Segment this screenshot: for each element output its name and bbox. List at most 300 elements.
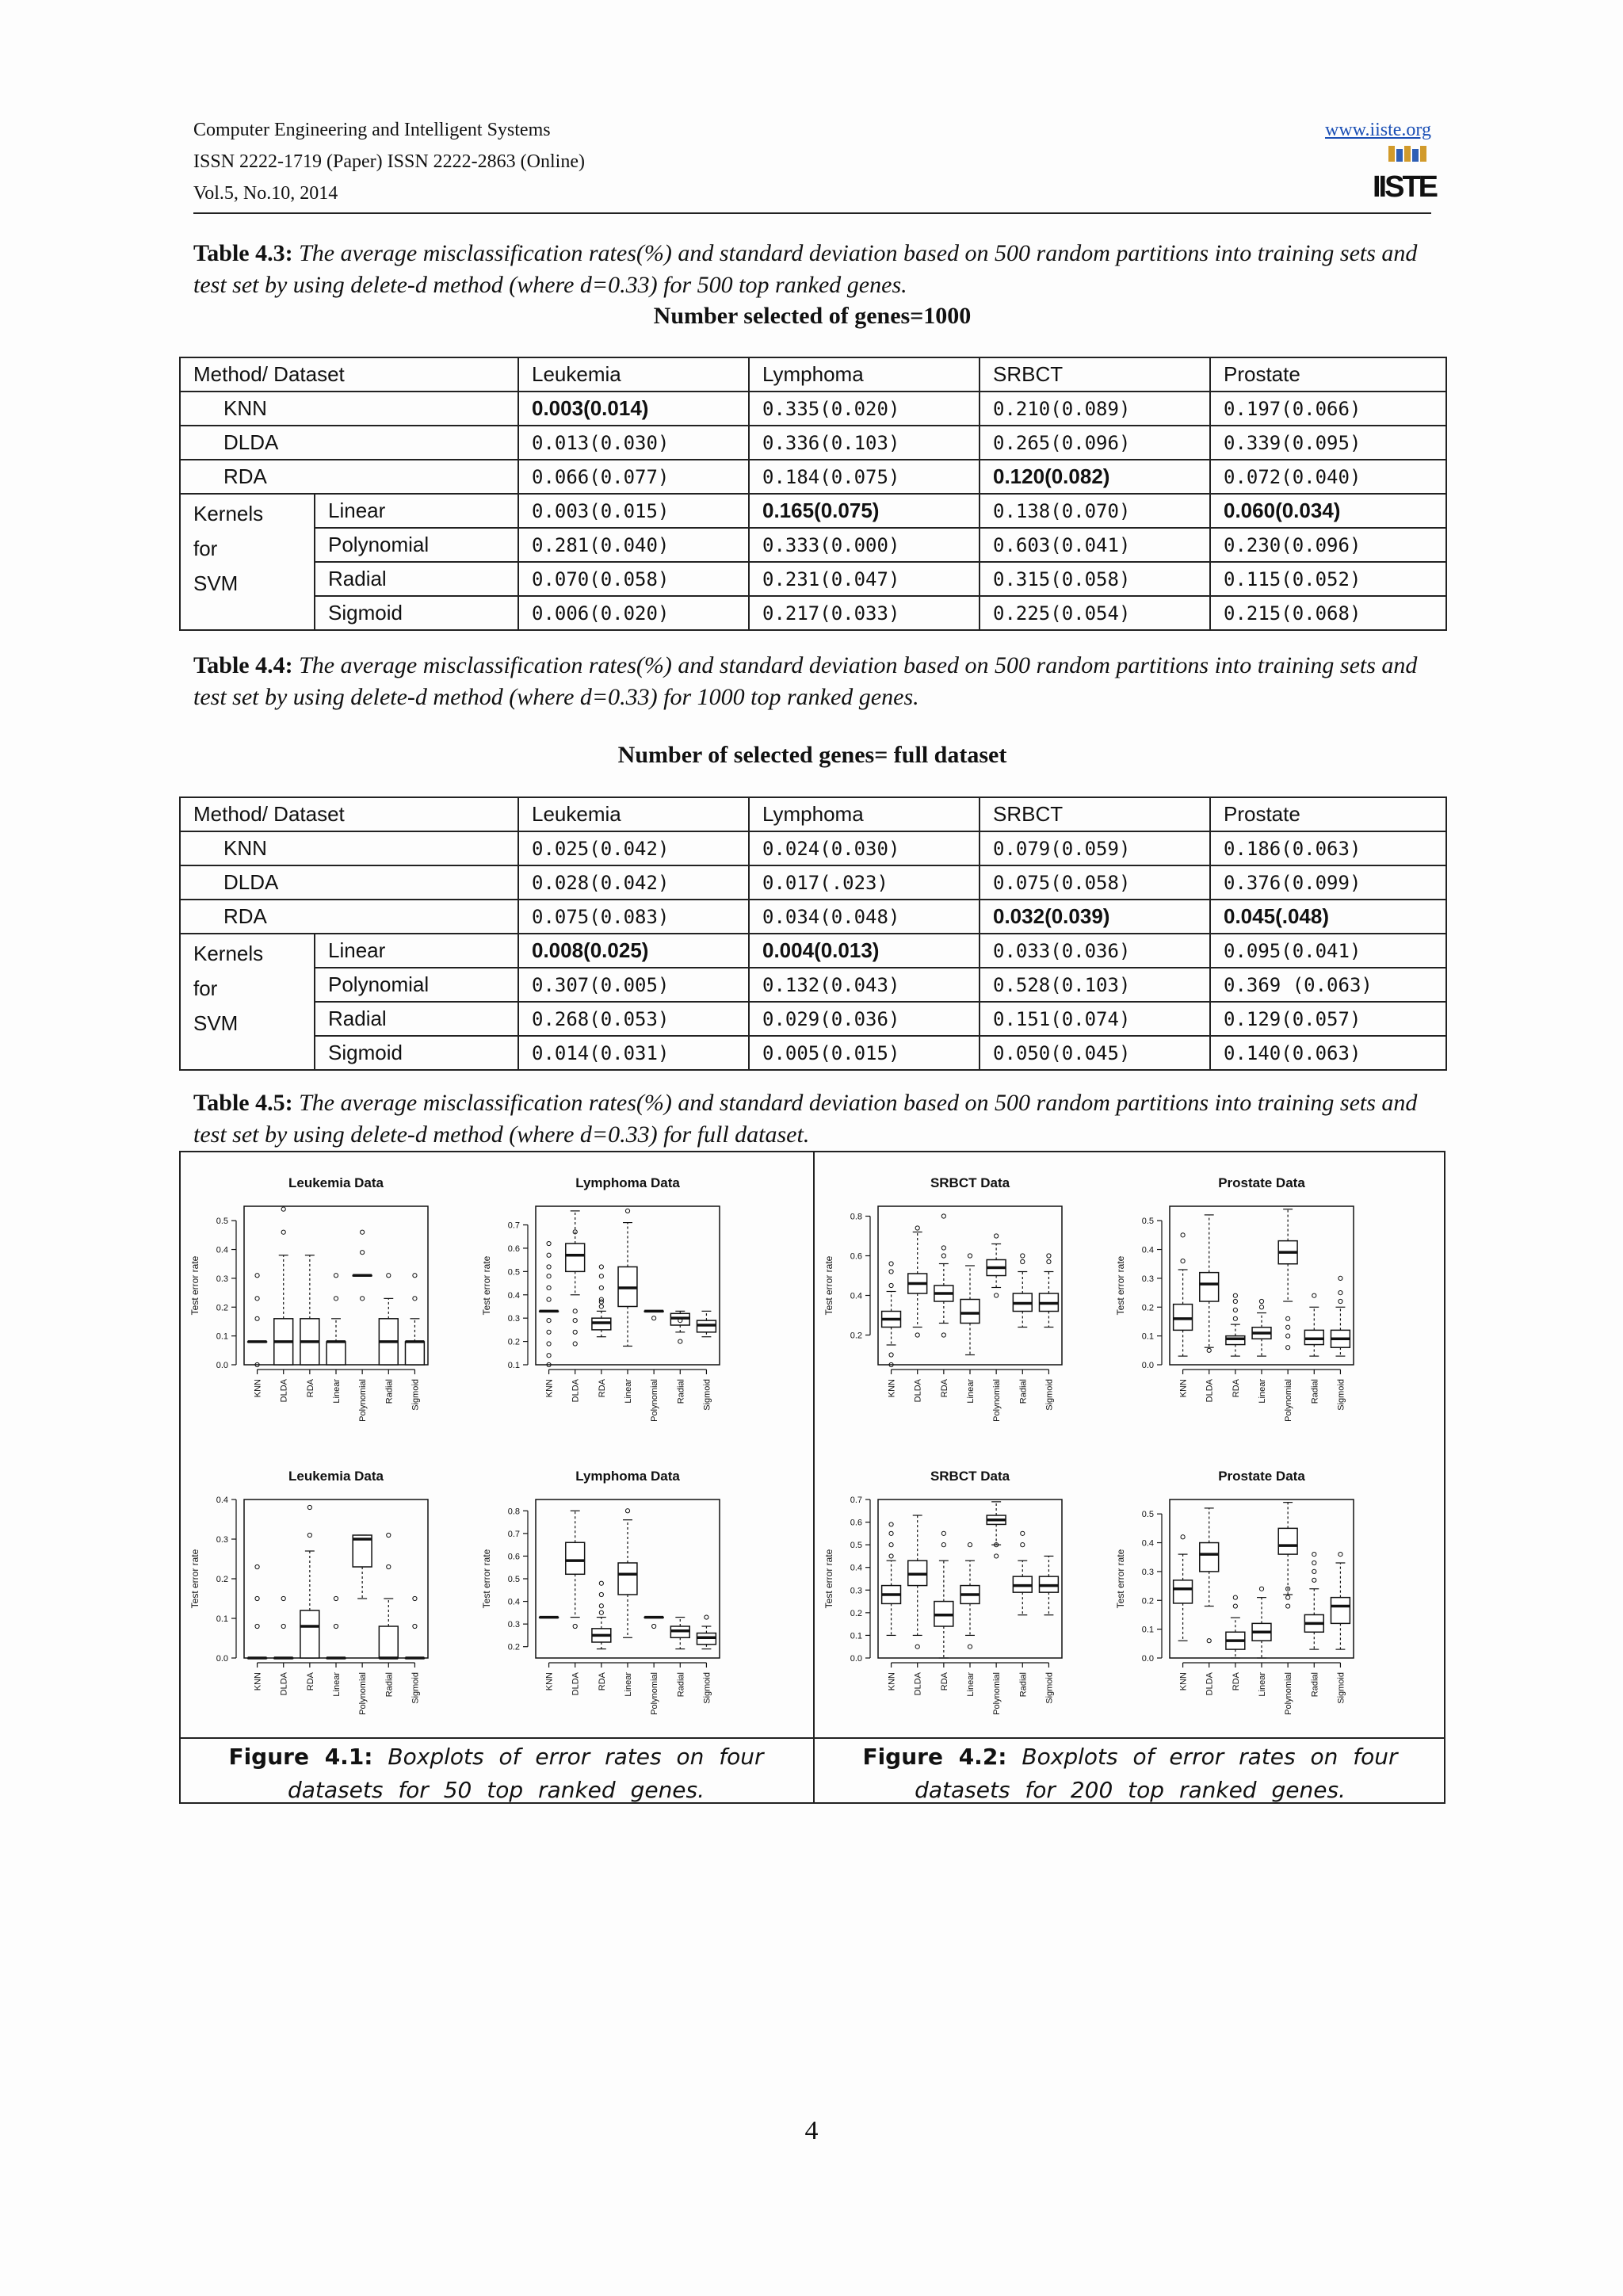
- y-tick-label: 0.1: [216, 1331, 228, 1342]
- y-tick-label: 0.3: [1141, 1567, 1154, 1577]
- kernel-group-label: for: [193, 976, 218, 1000]
- outlier-point: [281, 1596, 285, 1600]
- value-cell: 0.115(0.052): [1210, 562, 1446, 596]
- outlier-point: [547, 1330, 551, 1334]
- outlier-point: [1312, 1561, 1316, 1564]
- outlier-point: [1021, 1259, 1025, 1263]
- kernel-name-cell: Linear: [315, 494, 518, 528]
- header-cell: Leukemia: [518, 797, 749, 831]
- box: [960, 1300, 980, 1324]
- y-tick-label: 0.4: [1141, 1538, 1154, 1549]
- outlier-point: [968, 1543, 972, 1547]
- outlier-point: [941, 1531, 945, 1535]
- y-tick-label: 0.0: [216, 1654, 228, 1664]
- table-row: [180, 596, 1446, 630]
- table-row: [180, 968, 1446, 1002]
- value-cell: 0.265(0.096): [980, 426, 1210, 460]
- y-tick-label: 0.0: [216, 1361, 228, 1370]
- x-tick-label: RDA: [305, 1672, 315, 1691]
- value-cell: 0.008(0.025): [518, 934, 749, 968]
- y-tick-label: 0.5: [850, 1541, 862, 1551]
- value-cell: 0.003(0.014): [518, 392, 749, 426]
- y-tick-label: 0.1: [850, 1631, 862, 1641]
- method-cell: KNN: [180, 831, 518, 865]
- y-tick-label: 0.4: [216, 1496, 228, 1505]
- y-tick-label: 0.6: [507, 1552, 520, 1562]
- boxplot-panel: [481, 1469, 720, 1715]
- header-cell: SRBCT: [980, 797, 1210, 831]
- method-cell: KNN: [180, 392, 518, 426]
- header-cell: Method/ Dataset: [180, 797, 518, 831]
- y-tick-label: 0.2: [1141, 1303, 1154, 1313]
- y-tick-label: 0.5: [507, 1267, 520, 1278]
- outlier-point: [599, 1265, 603, 1269]
- method-cell: DLDA: [180, 426, 518, 460]
- outlier-point: [889, 1531, 893, 1535]
- outlier-point: [889, 1353, 893, 1357]
- kernel-name-cell: Polynomial: [315, 968, 518, 1002]
- value-cell: 0.024(0.030): [749, 831, 980, 865]
- chart-title: Leukemia Data: [288, 1175, 384, 1190]
- box: [1278, 1528, 1297, 1554]
- value-cell: 0.603(0.041): [980, 528, 1210, 562]
- value-cell: 0.335(0.020): [749, 392, 980, 426]
- value-cell: 0.138(0.070): [980, 494, 1210, 528]
- outlier-point: [413, 1297, 417, 1301]
- outlier-point: [334, 1596, 338, 1600]
- kernel-name-cell: Radial: [315, 562, 518, 596]
- table-row: [180, 426, 1446, 460]
- y-axis-label: Test error rate: [823, 1255, 834, 1316]
- y-axis-label: Test error rate: [481, 1255, 492, 1316]
- y-tick-label: 0.4: [850, 1563, 862, 1573]
- value-cell: 0.151(0.074): [980, 1002, 1210, 1036]
- y-tick-label: 0.7: [850, 1496, 862, 1505]
- value-cell: 0.014(0.031): [518, 1036, 749, 1070]
- y-axis-label: Test error rate: [1115, 1255, 1126, 1316]
- kernel-name-cell: Polynomial: [315, 528, 518, 562]
- x-tick-label: RDA: [597, 1672, 607, 1691]
- outlier-point: [281, 1624, 285, 1628]
- value-cell: 0.072(0.040): [1210, 460, 1446, 494]
- outlier-point: [1286, 1316, 1290, 1320]
- outlier-point: [255, 1274, 259, 1278]
- outlier-point: [547, 1253, 551, 1257]
- outlier-point: [915, 1226, 919, 1230]
- x-tick-label: Linear: [332, 1379, 342, 1404]
- outlier-point: [255, 1297, 259, 1301]
- outlier-point: [547, 1319, 551, 1323]
- x-tick-label: Linear: [332, 1672, 342, 1697]
- outlier-point: [281, 1207, 285, 1211]
- outlier-point: [255, 1316, 259, 1320]
- value-cell: 0.120(0.082): [980, 460, 1210, 494]
- chart-title: SRBCT Data: [930, 1469, 1010, 1484]
- table-4-5-heading: Number of selected genes= full dataset: [617, 742, 1007, 768]
- y-tick-label: 0.8: [507, 1507, 520, 1517]
- x-tick-label: DLDA: [913, 1672, 923, 1696]
- value-cell: 0.045(.048): [1210, 900, 1446, 934]
- outlier-point: [573, 1330, 577, 1334]
- y-tick-label: 0.5: [1141, 1217, 1154, 1227]
- box: [1304, 1330, 1323, 1344]
- outlier-point: [361, 1230, 365, 1234]
- header-cell: Method/ Dataset: [180, 357, 518, 392]
- outlier-point: [1286, 1346, 1290, 1350]
- x-tick-label: RDA: [1231, 1672, 1241, 1691]
- box: [1174, 1580, 1193, 1603]
- table-row: [180, 460, 1446, 494]
- x-tick-label: Radial: [384, 1379, 395, 1404]
- x-tick-label: RDA: [597, 1379, 607, 1398]
- x-tick-label: Radial: [1018, 1672, 1029, 1698]
- outlier-point: [1259, 1305, 1263, 1309]
- header-cell: Lymphoma: [749, 797, 980, 831]
- svg-text:IISTE: IISTE: [1372, 170, 1437, 204]
- figure-caption-rule: [181, 1737, 1444, 1739]
- x-tick-label: KNN: [544, 1672, 555, 1691]
- y-tick-label: 0.4: [1141, 1245, 1154, 1255]
- value-cell: 0.197(0.066): [1210, 392, 1446, 426]
- x-tick-label: DLDA: [279, 1379, 289, 1403]
- figure-divider: [813, 1152, 815, 1802]
- x-tick-label: Linear: [966, 1672, 976, 1697]
- y-tick-label: 0.5: [507, 1575, 520, 1584]
- outlier-point: [547, 1274, 551, 1278]
- y-tick-label: 0.3: [216, 1535, 228, 1545]
- outlier-point: [1312, 1552, 1316, 1556]
- outlier-point: [625, 1509, 629, 1513]
- outlier-point: [889, 1543, 893, 1547]
- box: [300, 1610, 319, 1658]
- outlier-point: [652, 1624, 656, 1628]
- x-tick-label: Sigmoid: [411, 1672, 421, 1704]
- value-cell: 0.004(0.013): [749, 934, 980, 968]
- outlier-point: [941, 1254, 945, 1258]
- y-tick-label: 0.4: [507, 1597, 520, 1607]
- outlier-point: [995, 1293, 999, 1297]
- chart-title: Lymphoma Data: [575, 1469, 680, 1484]
- value-cell: 0.066(0.077): [518, 460, 749, 494]
- table-4-4-caption: Table 4.4: The average misclassification rates(%) and standard deviation based on 500 random partitions into training sets and test set by using delete-d method (where d=0.33) for 1000 top ranked genes.: [193, 652, 1418, 710]
- outlier-point: [255, 1624, 259, 1628]
- value-cell: 0.281(0.040): [518, 528, 749, 562]
- outlier-point: [1021, 1543, 1025, 1547]
- outlier-point: [968, 1645, 972, 1648]
- value-cell: 0.184(0.075): [749, 460, 980, 494]
- outlier-point: [387, 1533, 391, 1537]
- boxplot-panel: [823, 1469, 1062, 1715]
- x-tick-label: Sigmoid: [702, 1379, 712, 1411]
- value-cell: 0.369 (0.063): [1210, 968, 1446, 1002]
- value-cell: 0.333(0.000): [749, 528, 980, 562]
- x-tick-label: Polynomial: [358, 1379, 369, 1422]
- x-tick-label: Polynomial: [1284, 1672, 1294, 1715]
- outlier-point: [255, 1596, 259, 1600]
- table-row: [180, 831, 1446, 865]
- outlier-point: [334, 1297, 338, 1301]
- x-tick-label: DLDA: [913, 1379, 923, 1403]
- figure-4-1-caption: Figure 4.1: Boxplots of error rates on four datasets for 50 top ranked genes.: [228, 1744, 764, 1803]
- value-cell: 0.070(0.058): [518, 562, 749, 596]
- table-header-row: [180, 797, 1446, 831]
- value-cell: 0.225(0.054): [980, 596, 1210, 630]
- outlier-point: [1233, 1293, 1237, 1297]
- boxplot-panel: [1115, 1469, 1354, 1715]
- outlier-point: [968, 1254, 972, 1258]
- value-cell: 0.017(.023): [749, 865, 980, 900]
- outlier-point: [1312, 1578, 1316, 1582]
- outlier-point: [387, 1564, 391, 1568]
- outlier-point: [1286, 1595, 1290, 1599]
- box: [618, 1563, 637, 1595]
- box: [327, 1342, 346, 1365]
- table-4-5-caption: Table 4.5: The average misclassification rates(%) and standard deviation based on 500 random partitions into training sets and test set by using delete-d method (where d=0.33) for full dataset.: [193, 1090, 1418, 1148]
- x-tick-label: Radial: [676, 1379, 686, 1404]
- y-tick-label: 0.1: [507, 1361, 520, 1370]
- outlier-point: [573, 1624, 577, 1628]
- outlier-point: [1233, 1595, 1237, 1599]
- outlier-point: [1021, 1254, 1025, 1258]
- outlier-point: [941, 1246, 945, 1250]
- box: [566, 1244, 585, 1271]
- header-cell: Leukemia: [518, 357, 749, 392]
- y-tick-label: 0.5: [1141, 1510, 1154, 1520]
- x-tick-label: RDA: [939, 1379, 949, 1398]
- y-axis-label: Test error rate: [189, 1549, 200, 1609]
- outlier-point: [705, 1615, 708, 1619]
- x-tick-label: DLDA: [571, 1379, 581, 1403]
- value-cell: 0.003(0.015): [518, 494, 749, 528]
- outlier-point: [413, 1274, 417, 1278]
- outlier-point: [307, 1533, 311, 1537]
- y-tick-label: 0.4: [507, 1290, 520, 1301]
- outlier-point: [652, 1316, 656, 1320]
- outlier-point: [573, 1309, 577, 1313]
- y-tick-label: 0.2: [850, 1331, 862, 1341]
- header-cell: SRBCT: [980, 357, 1210, 392]
- x-tick-label: Radial: [384, 1672, 395, 1698]
- y-tick-label: 0.3: [507, 1314, 520, 1324]
- boxplot-panel: [189, 1175, 428, 1422]
- y-tick-label: 0.7: [507, 1529, 520, 1539]
- x-tick-label: Linear: [624, 1672, 633, 1697]
- outlier-point: [1338, 1276, 1342, 1280]
- table-4-4-heading: Number selected of genes=1000: [653, 303, 972, 329]
- outlier-point: [573, 1319, 577, 1323]
- journal-url-link[interactable]: www.iiste.org: [1325, 120, 1431, 140]
- box: [405, 1342, 424, 1365]
- y-tick-label: 0.3: [1141, 1274, 1154, 1284]
- table-4-3-caption: Table 4.3: The average misclassification rates(%) and standard deviation based on 500 random partitions into training sets and test set by using delete-d method (where d=0.33) for 500 top ranked genes.: [193, 240, 1418, 298]
- outlier-point: [1338, 1552, 1342, 1556]
- y-tick-label: 0.1: [1141, 1331, 1154, 1342]
- chart-title: Lymphoma Data: [575, 1175, 680, 1190]
- boxplot-panel: [823, 1175, 1062, 1422]
- header-rule: [193, 212, 1431, 214]
- plot-frame: [878, 1206, 1062, 1365]
- y-tick-label: 0.0: [1141, 1361, 1154, 1370]
- x-tick-label: Linear: [966, 1379, 976, 1404]
- x-tick-label: Linear: [624, 1379, 633, 1404]
- outlier-point: [941, 1543, 945, 1547]
- outlier-point: [599, 1604, 603, 1608]
- y-tick-label: 0.6: [850, 1518, 862, 1528]
- outlier-point: [599, 1581, 603, 1585]
- figure-grid: [179, 1151, 1445, 1804]
- outlier-point: [1312, 1569, 1316, 1573]
- outlier-point: [1338, 1290, 1342, 1294]
- x-tick-label: KNN: [253, 1672, 263, 1691]
- kernel-group-cell: [180, 934, 315, 1070]
- outlier-point: [889, 1262, 893, 1266]
- value-cell: 0.215(0.068): [1210, 596, 1446, 630]
- outlier-point: [599, 1274, 603, 1278]
- kernel-group-label: for: [193, 537, 218, 560]
- y-tick-label: 0.4: [216, 1245, 228, 1255]
- figure-4-2-caption: Figure 4.2: Boxplots of error rates on four datasets for 200 top ranked genes.: [862, 1744, 1398, 1803]
- value-cell: 0.079(0.059): [980, 831, 1210, 865]
- outlier-point: [941, 1333, 945, 1337]
- x-tick-label: KNN: [1178, 1379, 1189, 1398]
- chart-title: Prostate Data: [1218, 1469, 1305, 1484]
- outlier-point: [573, 1342, 577, 1346]
- y-tick-label: 0.2: [507, 1642, 520, 1652]
- value-cell: 0.075(0.058): [980, 865, 1210, 900]
- outlier-point: [889, 1270, 893, 1274]
- y-tick-label: 0.1: [1141, 1625, 1154, 1635]
- table-row: [180, 392, 1446, 426]
- table-row: [180, 494, 1446, 528]
- outlier-point: [547, 1265, 551, 1269]
- outlier-point: [361, 1251, 365, 1255]
- outlier-point: [1047, 1254, 1051, 1258]
- header-cell: Prostate: [1210, 357, 1446, 392]
- outlier-point: [941, 1214, 945, 1218]
- outlier-point: [995, 1554, 999, 1558]
- value-cell: 0.028(0.042): [518, 865, 749, 900]
- outlier-point: [889, 1283, 893, 1287]
- outlier-point: [1312, 1293, 1316, 1297]
- kernel-group-label: SVM: [193, 571, 239, 595]
- x-tick-label: Polynomial: [358, 1672, 369, 1715]
- outlier-point: [1233, 1316, 1237, 1320]
- box: [1200, 1543, 1219, 1572]
- table-header-row: [180, 357, 1446, 392]
- box: [1200, 1273, 1219, 1301]
- table-row: [180, 562, 1446, 596]
- x-tick-label: KNN: [887, 1379, 897, 1398]
- value-cell: 0.336(0.103): [749, 426, 980, 460]
- outlier-point: [1338, 1299, 1342, 1303]
- outlier-point: [915, 1645, 919, 1648]
- y-tick-label: 0.5: [216, 1217, 228, 1227]
- value-cell: 0.230(0.096): [1210, 528, 1446, 562]
- table-row: [180, 900, 1446, 934]
- value-cell: 0.528(0.103): [980, 968, 1210, 1002]
- x-tick-label: DLDA: [571, 1672, 581, 1696]
- x-tick-label: Linear: [1258, 1379, 1267, 1404]
- y-tick-label: 0.3: [507, 1620, 520, 1630]
- x-tick-label: Sigmoid: [411, 1379, 421, 1411]
- x-tick-label: Sigmoid: [1336, 1379, 1346, 1411]
- header-cell: Prostate: [1210, 797, 1446, 831]
- outlier-point: [547, 1286, 551, 1289]
- outlier-point: [1181, 1259, 1185, 1263]
- y-axis-label: Test error rate: [481, 1549, 492, 1609]
- outlier-point: [1047, 1259, 1051, 1263]
- method-cell: DLDA: [180, 865, 518, 900]
- x-tick-label: Sigmoid: [1336, 1672, 1346, 1704]
- value-cell: 0.050(0.045): [980, 1036, 1210, 1070]
- table-row: [180, 865, 1446, 900]
- y-axis-label: Test error rate: [189, 1255, 200, 1316]
- iiste-logo: [1372, 146, 1437, 208]
- x-tick-label: Radial: [1310, 1672, 1320, 1698]
- x-tick-label: DLDA: [1205, 1672, 1215, 1696]
- outlier-point: [1259, 1587, 1263, 1591]
- y-tick-label: 0.1: [216, 1614, 228, 1624]
- outlier-point: [307, 1505, 311, 1509]
- y-tick-label: 0.7: [507, 1221, 520, 1231]
- y-tick-label: 0.2: [216, 1575, 228, 1584]
- value-cell: 0.129(0.057): [1210, 1002, 1446, 1036]
- value-cell: 0.060(0.034): [1210, 494, 1446, 528]
- x-tick-label: Polynomial: [650, 1379, 660, 1422]
- outlier-point: [387, 1274, 391, 1278]
- outlier-point: [1233, 1299, 1237, 1303]
- table-4-4: [179, 357, 1447, 631]
- kernel-name-cell: Sigmoid: [315, 596, 518, 630]
- value-cell: 0.268(0.053): [518, 1002, 749, 1036]
- outlier-point: [599, 1286, 603, 1289]
- outlier-point: [281, 1230, 285, 1234]
- outlier-point: [995, 1234, 999, 1238]
- x-tick-label: Radial: [676, 1672, 686, 1698]
- value-cell: 0.186(0.063): [1210, 831, 1446, 865]
- box: [1174, 1305, 1193, 1331]
- value-cell: 0.006(0.020): [518, 596, 749, 630]
- kernel-name-cell: Sigmoid: [315, 1036, 518, 1070]
- outlier-point: [625, 1209, 629, 1213]
- x-tick-label: Radial: [1310, 1379, 1320, 1404]
- chart-title: SRBCT Data: [930, 1175, 1010, 1190]
- y-tick-label: 0.3: [850, 1586, 862, 1596]
- y-tick-label: 0.2: [507, 1337, 520, 1347]
- y-tick-label: 0.3: [216, 1274, 228, 1284]
- value-cell: 0.013(0.030): [518, 426, 749, 460]
- outlier-point: [1207, 1639, 1211, 1643]
- kernel-group-label: Kernels: [193, 942, 264, 965]
- x-tick-label: Radial: [1018, 1379, 1029, 1404]
- outlier-point: [1286, 1604, 1290, 1608]
- table-row: [180, 1036, 1446, 1070]
- outlier-point: [361, 1297, 365, 1301]
- outlier-point: [1233, 1604, 1237, 1608]
- value-cell: 0.231(0.047): [749, 562, 980, 596]
- outlier-point: [1286, 1325, 1290, 1329]
- value-cell: 0.217(0.033): [749, 596, 980, 630]
- kernel-group-label: SVM: [193, 1011, 239, 1035]
- x-tick-label: Sigmoid: [1044, 1379, 1055, 1411]
- box: [1226, 1336, 1245, 1345]
- value-cell: 0.032(0.039): [980, 900, 1210, 934]
- page-number: 4: [804, 2116, 819, 2145]
- x-tick-label: RDA: [1231, 1379, 1241, 1398]
- outlier-point: [1181, 1233, 1185, 1237]
- volume: Vol.5, No.10, 2014: [193, 183, 338, 204]
- outlier-point: [889, 1554, 893, 1558]
